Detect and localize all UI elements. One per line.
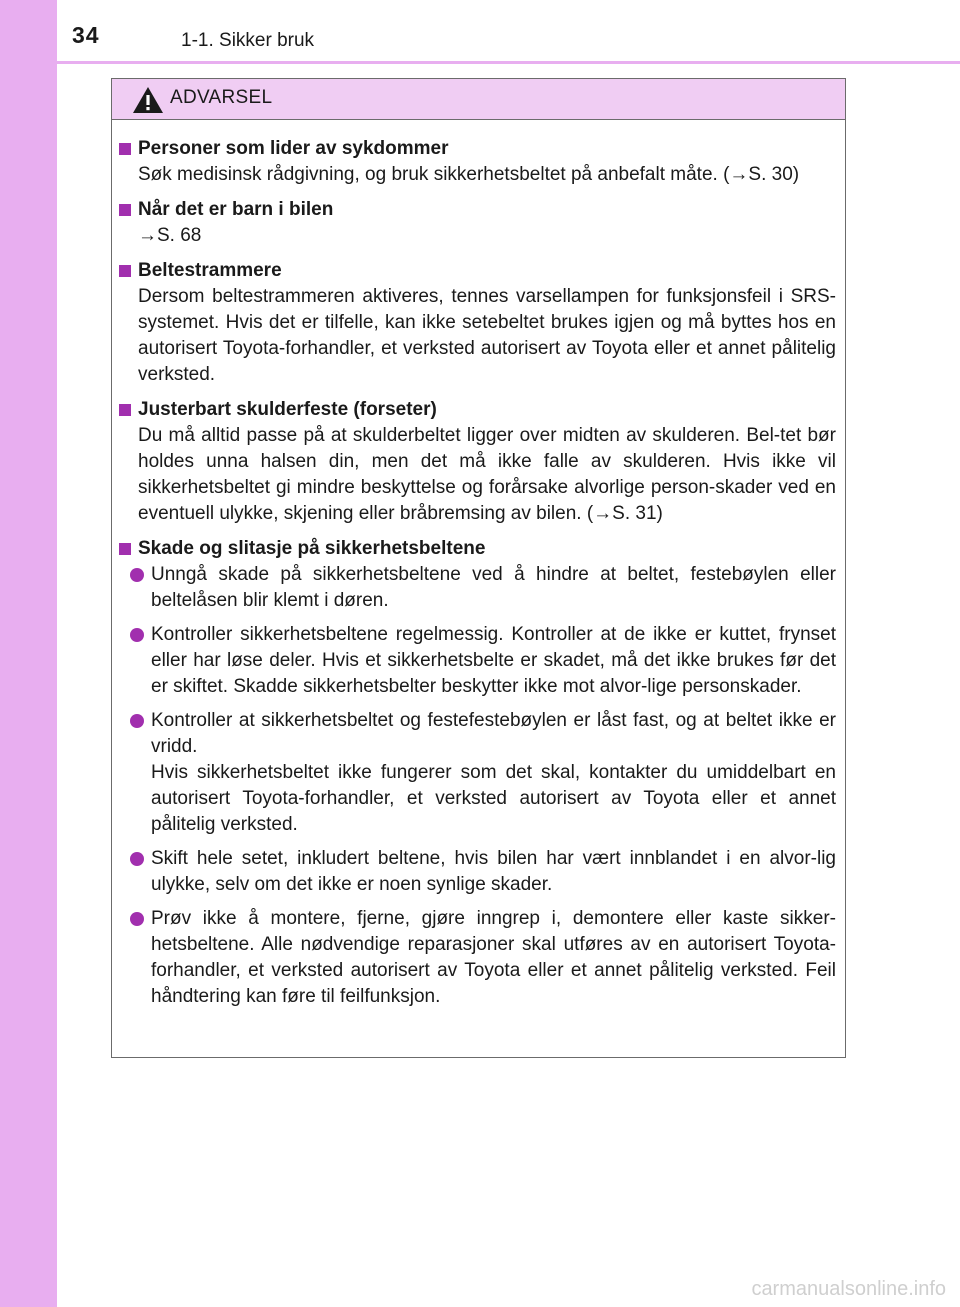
square-bullet-icon [119,404,131,416]
section-children [119,197,836,249]
section-heading: Justerbart skulderfeste (forseter) [138,399,437,420]
warning-triangle-icon [132,86,164,114]
list-item: Unngå skade på sikkerhetsbeltene ved å hindre at beltet, festebøylen eller beltelåsen blir klemt i døren. [130,562,836,614]
circle-bullet-icon [130,912,144,926]
section-heading: Skade og slitasje på sikkerhetsbeltene [138,538,486,559]
square-bullet-icon [119,543,131,555]
circle-bullet-icon [130,852,144,866]
section-text: Søk medisinsk rådgivning, og bruk sikkerhetsbeltet på anbefalt måte. (→S. 30) [138,164,800,185]
section-heading: Når det er barn i bilen [138,199,334,220]
circle-bullet-icon [130,628,144,642]
square-bullet-icon [119,265,131,277]
section-shoulder-anchor [119,397,836,527]
watermark: carmanualsonline.info [751,1278,946,1300]
section-text: Du må alltid passe på at skulderbeltet ligger over midten av skulderen. Bel-tet bør holdes unna halsen din, men det må ikke falle av skulderen. Hvis ikke vil sikkerhetsbeltet gi mindre beskyttelse og forårsake alvorlige person-skader ved en eventuell ulykke, skjening eller bråbremsing av bilen. (→S. 31) [138,425,836,524]
section-damage [119,536,836,1010]
section-heading: Beltestrammere [138,260,282,281]
circle-bullet-icon [130,568,144,582]
section-pretensioners [119,258,836,388]
warning-title: ADVARSEL [170,87,273,108]
section-text: Dersom beltestrammeren aktiveres, tennes varsellampen for funksjonsfeil i SRS-systemet. Hvis det er tilfelle, kan ikke setebeltet brukes igjen og må byttes hos en autorisert Toyota-forhandler, et verksted autorisert av Toyota eller et annet pålitelig verksted. [138,286,836,385]
warning-header [112,79,845,120]
page-side-strip [0,0,57,1307]
list-item: Kontroller at sikkerhetsbeltet og festefestebøylen er låst fast, og at beltet ikke er vridd. Hvis sikkerhetsbeltet ikke fungerer som det skal, kontakter du umiddelbart en autorisert Toyota-forhandler, et verksted autorisert av Toyota eller et annet pålitelig verksted. [130,708,836,838]
page-number: 34 [72,22,100,48]
section-illness [119,136,836,188]
section-heading: Personer som lider av sykdommer [138,138,449,159]
section-text: →S. 68 [138,225,202,246]
circle-bullet-icon [130,714,144,728]
list-item: Prøv ikke å montere, fjerne, gjøre inngrep i, demontere eller kaste sikker-hetsbeltene. Alle nødvendige reparasjoner skal utføres av en autorisert Toyota-forhandler, et verksted autorisert av Toyota eller et annet pålitelig verksted. Feil håndtering kan føre til feilfunksjon. [130,906,836,1010]
warning-body [112,120,845,1010]
warning-box [111,78,846,1058]
list-item: Skift hele setet, inkludert beltene, hvis bilen har vært innblandet i en alvor-lig ulykke, selv om det ikke er noen synlige skader. [130,846,836,898]
list-item: Kontroller sikkerhetsbeltene regelmessig. Kontroller at de ikke er kuttet, frynset eller har løse deler. Hvis et sikkerhetsbelte er skadet, må det ikke brukes før det er skiftet. Skadde sikkerhetsbelter beskytter ikke mot alvor-lige personskader. [130,622,836,700]
square-bullet-icon [119,204,131,216]
square-bullet-icon [119,143,131,155]
header-divider [57,61,960,64]
section-title: 1-1. Sikker bruk [181,30,315,51]
